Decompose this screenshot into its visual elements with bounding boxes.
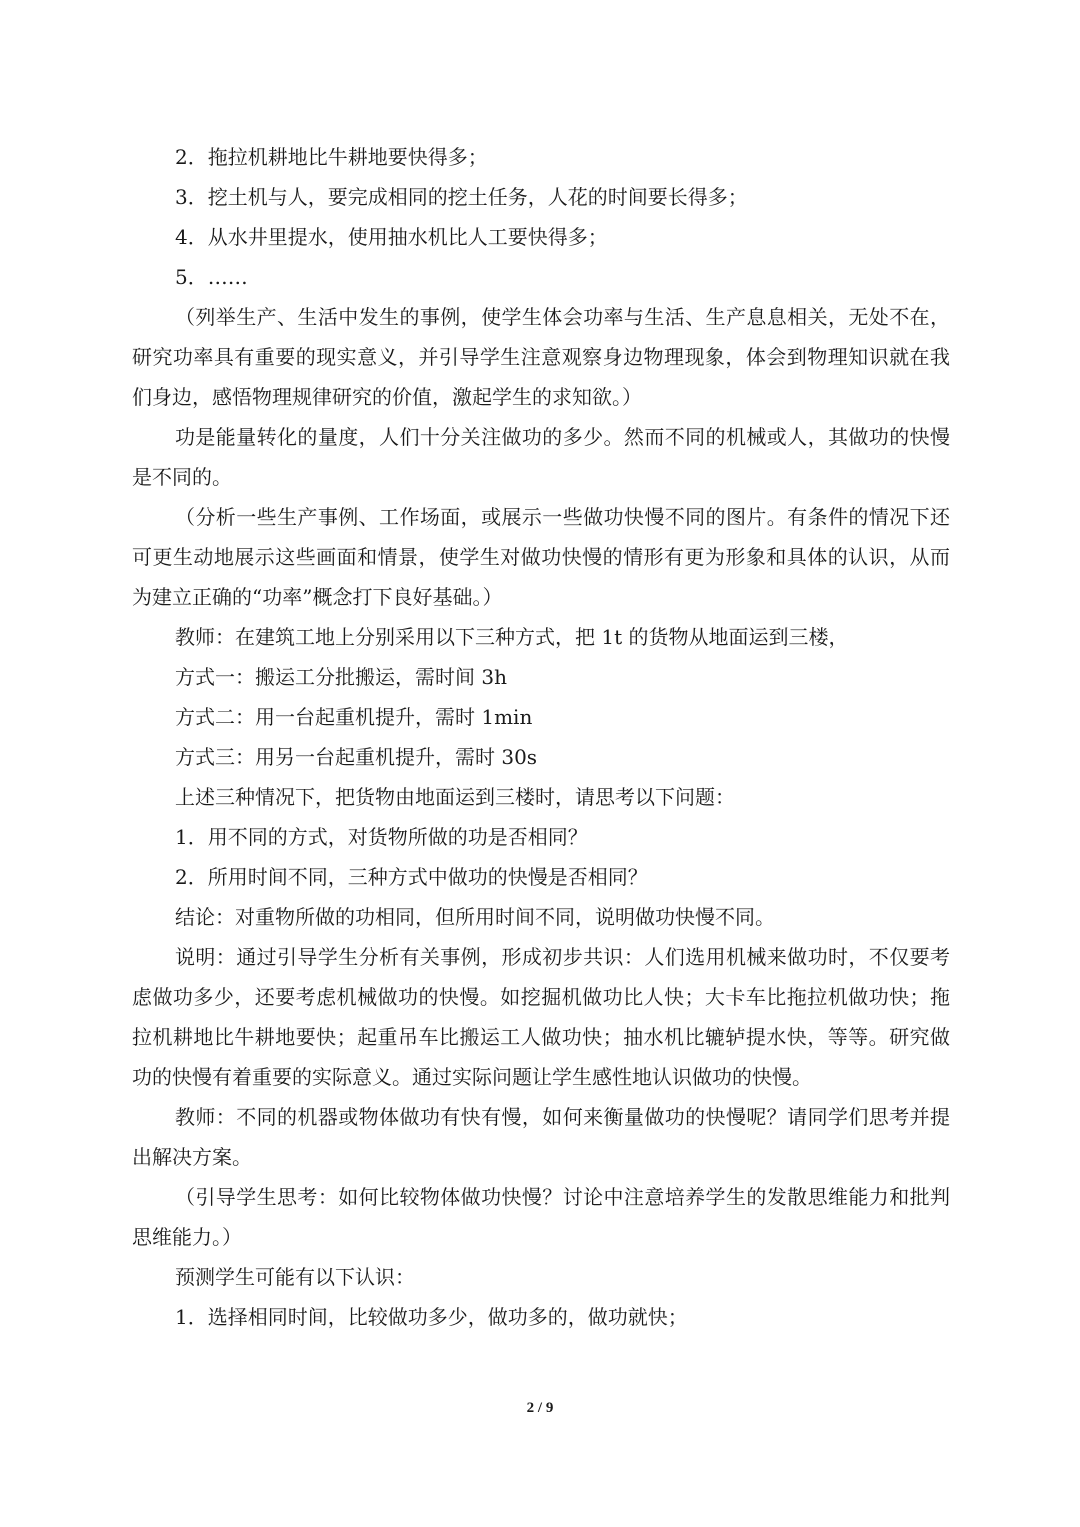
paragraph: （列举生产、生活中发生的事例，使学生体会功率与生活、生产息息相关，无处不在，研究功率具有重要的现实意义，并引导学生注意观察身边物理现象，体会到物理知识就在我们身边，感悟物理规律研究的价值，激起学生的求知欲。）	[132, 305, 950, 409]
paragraph: 2．拖拉机耕地比牛耕地要快得多；	[175, 145, 488, 169]
paragraph: 方式三：用另一台起重机提升，需时 30s	[175, 745, 538, 769]
paragraph: 功是能量转化的量度，人们十分关注做功的多少。然而不同的机械或人，其做功的快慢是不同的。	[132, 425, 950, 489]
paragraph: 上述三种情况下，把货物由地面运到三楼时，请思考以下问题：	[175, 785, 735, 809]
paragraph: 1．选择相同时间，比较做功多少，做功多的，做功就快；	[175, 1305, 688, 1329]
paragraph: （引导学生思考：如何比较物体做功快慢？讨论中注意培养学生的发散思维能力和批判思维能力。）	[132, 1185, 950, 1249]
paragraph: 2．所用时间不同，三种方式中做功的快慢是否相同？	[175, 865, 648, 889]
paragraph: 教师：不同的机器或物体做功有快有慢，如何来衡量做功的快慢呢？请同学们思考并提出解决方案。	[132, 1105, 950, 1169]
paragraph: 方式二：用一台起重机提升，需时 1min	[175, 705, 533, 729]
page-number: 2 / 9	[526, 1400, 554, 1416]
paragraph: 说明：通过引导学生分析有关事例，形成初步共识：人们选用机械来做功时，不仅要考虑做功多少，还要考虑机械做功的快慢。如挖掘机做功比人快；大卡车比拖拉机做功快；拖拉机耕地比牛耕地要快；起重吊车比搬运工人做功快；抽水机比辘轳提水快，等等。研究做功的快慢有着重要的实际意义。通过实际问题让学生感性地认识做功的快慢。	[132, 945, 950, 1089]
paragraph: 教师：在建筑工地上分别采用以下三种方式，把 1t 的货物从地面运到三楼，	[175, 625, 849, 649]
paragraph: （分析一些生产事例、工作场面，或展示一些做功快慢不同的图片。有条件的情况下还可更生动地展示这些画面和情景，使学生对做功快慢的情形有更为形象和具体的认识，从而为建立正确的“功率”概念打下良好基础。）	[132, 505, 950, 609]
paragraph: 预测学生可能有以下认识：	[175, 1265, 415, 1289]
paragraph: 1．用不同的方式，对货物所做的功是否相同？	[175, 825, 588, 849]
paragraph: 3．挖土机与人，要完成相同的挖土任务，人花的时间要长得多；	[175, 185, 748, 209]
paragraph: 5．……	[175, 265, 248, 289]
paragraph: 结论：对重物所做的功相同，但所用时间不同，说明做功快慢不同。	[175, 905, 775, 929]
paragraph: 方式一：搬运工分批搬运，需时间 3h	[175, 665, 507, 689]
paragraph: 4．从水井里提水，使用抽水机比人工要快得多；	[175, 225, 608, 249]
document-body	[132, 137, 950, 1337]
